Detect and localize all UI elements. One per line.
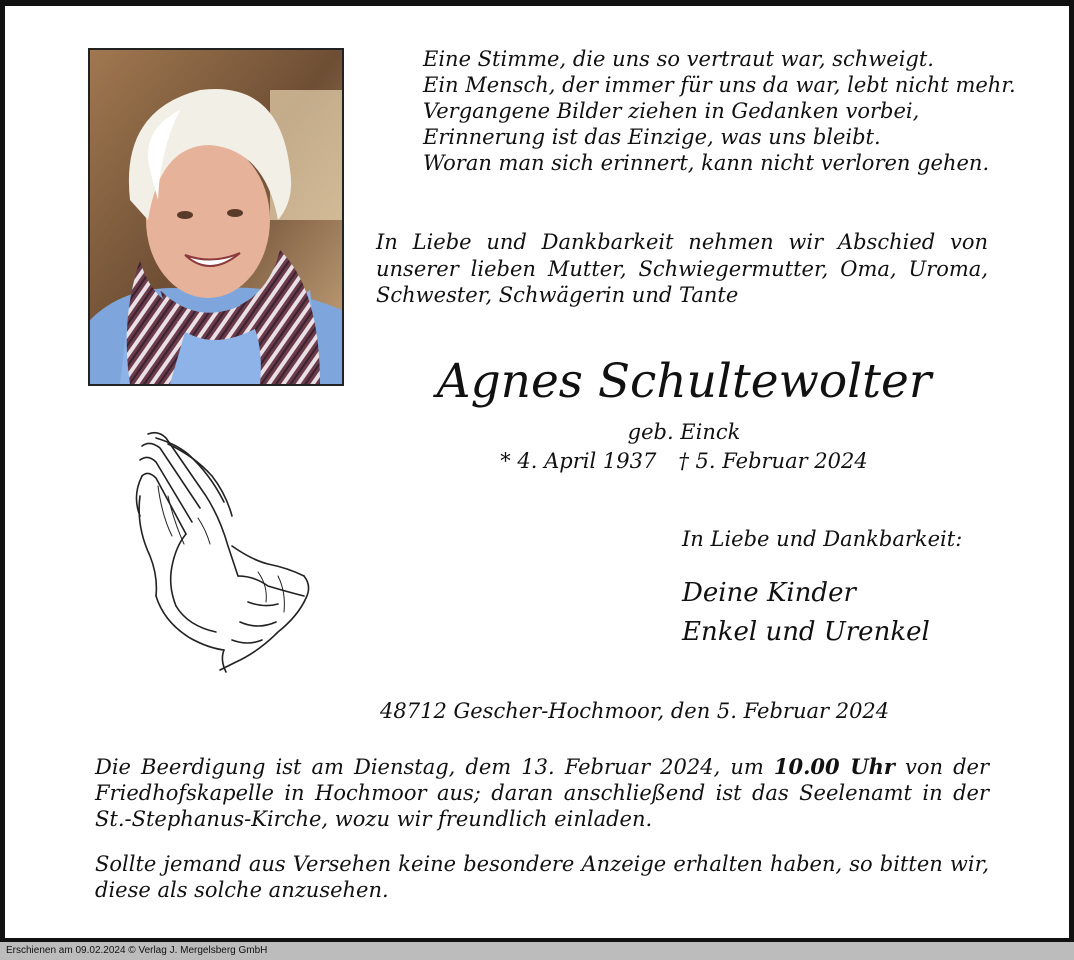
funeral-time: 10.00 Uhr bbox=[773, 754, 895, 779]
farewell-intro: In Liebe und Dankbarkeit nehmen wir Abschied von unserer lieben Mutter, Schwiegermutter, Oma, Uroma, Schwester, Schwägerin und Tante bbox=[376, 230, 988, 307]
family-line: Enkel und Urenkel bbox=[682, 617, 930, 647]
praying-hands-icon bbox=[128, 426, 314, 678]
deceased-name: Agnes Schultewolter bbox=[436, 354, 932, 409]
poem-line: Woran man sich erinnert, kann nicht verloren gehen. bbox=[423, 151, 990, 175]
maiden-name: geb. Einck bbox=[627, 420, 741, 444]
footer-bar bbox=[0, 942, 1074, 960]
poem bbox=[423, 46, 1016, 176]
life-dates bbox=[380, 447, 988, 475]
funeral-details bbox=[95, 754, 989, 832]
family-line: Deine Kinder bbox=[682, 578, 856, 608]
poem-line: Eine Stimme, die uns so vertraut war, schweigt. bbox=[423, 47, 934, 71]
poem-line: Ein Mensch, der immer für uns da war, lebt nicht mehr. bbox=[423, 73, 1016, 97]
birth-date: * 4. April 1937 bbox=[500, 449, 657, 473]
poem-line: Vergangene Bilder ziehen in Gedanken vorbei, bbox=[423, 99, 920, 123]
death-date: † 5. Februar 2024 bbox=[678, 449, 868, 473]
family-signature bbox=[682, 574, 930, 652]
closing-note: Sollte jemand aus Versehen keine besondere Anzeige erhalten haben, so bitten wir, diese als solche anzusehen. bbox=[95, 852, 989, 902]
portrait-photo bbox=[88, 48, 344, 386]
funeral-text-before: Die Beerdigung ist am Dienstag, dem 13. Februar 2024, um bbox=[95, 755, 774, 779]
thanks-heading: In Liebe und Dankbarkeit: bbox=[682, 527, 963, 551]
place-date: 48712 Gescher-Hochmoor, den 5. Februar 2024 bbox=[380, 699, 890, 723]
funeral-text-after: von der Friedhofskapelle in Hochmoor aus; daran anschließend ist das Seelenamt in der St.-Stephanus-Kirche, wozu wir freundlich einladen. bbox=[95, 755, 990, 831]
poem-line: Erinnerung ist das Einzige, was uns bleibt. bbox=[423, 125, 881, 149]
footer-credit: Erschienen am 09.02.2024 © Verlag J. Mergelsberg GmbH bbox=[6, 945, 268, 956]
